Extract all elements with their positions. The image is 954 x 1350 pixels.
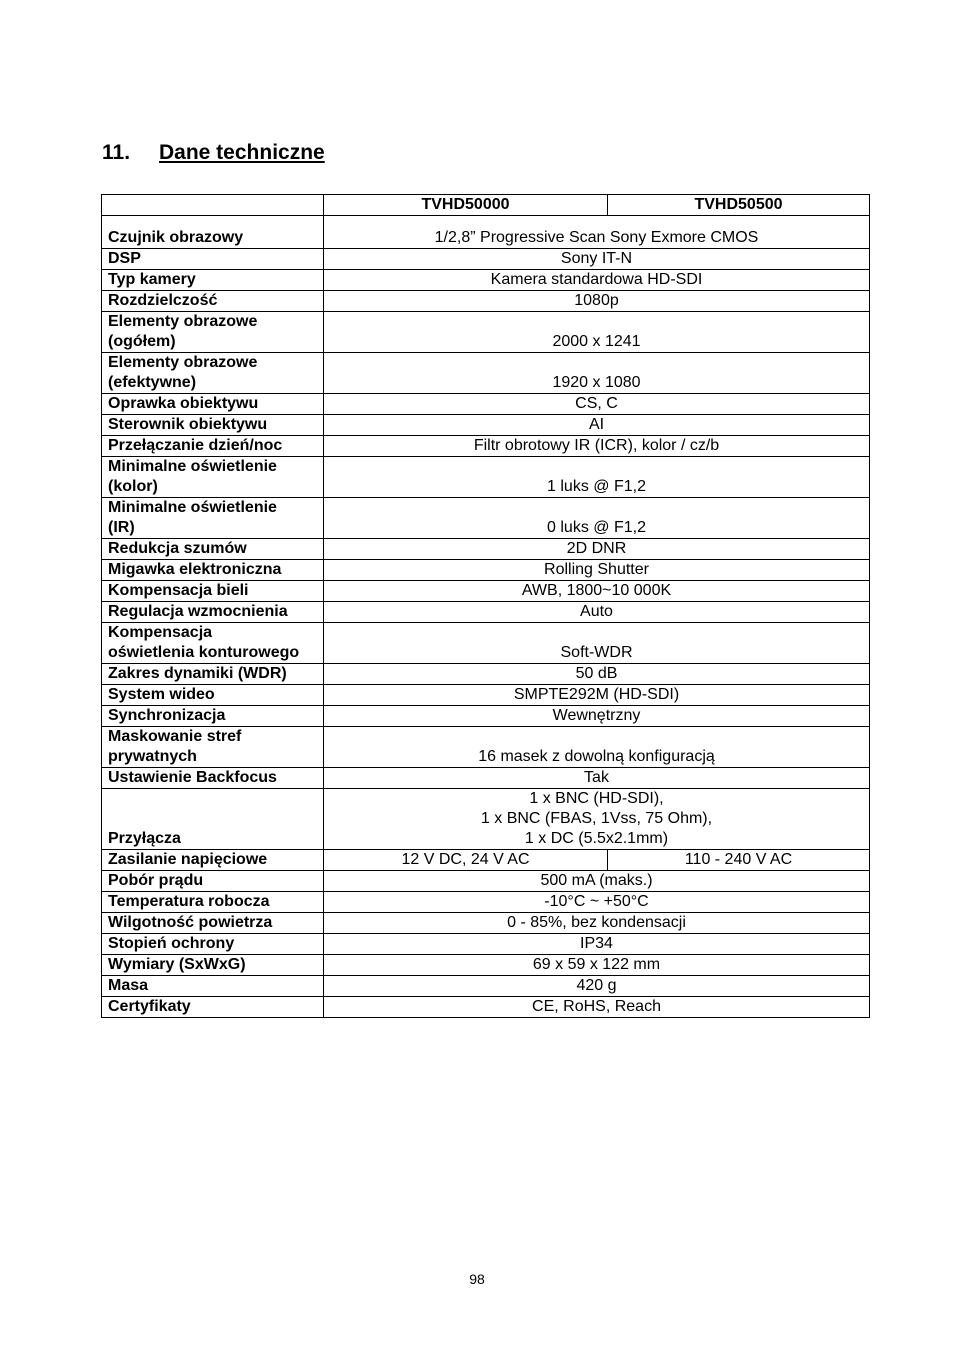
spec-value: Soft-WDR [324,623,870,664]
spec-value: 1/2,8” Progressive Scan Sony Exmore CMOS [324,216,870,249]
spec-value: Sony IT-N [324,249,870,270]
spec-value: 0 - 85%, bez kondensacji [324,913,870,934]
page-number: 98 [469,1271,485,1287]
spec-label: Czujnik obrazowy [102,216,324,249]
spec-label [102,457,324,498]
spec-label: Synchronizacja [102,706,324,727]
table-row [102,892,870,913]
table-row [102,353,870,394]
spec-label: Certyfikaty [102,997,324,1018]
header-model-b: TVHD50500 [608,195,870,216]
table-row [102,394,870,415]
spec-value: 420 g [324,976,870,997]
table-row [102,291,870,312]
spec-label-line: (kolor) [108,478,158,495]
spec-label [102,312,324,353]
spec-value: 2000 x 1241 [324,312,870,353]
spec-label [102,623,324,664]
spec-label: Regulacja wzmocnienia [102,602,324,623]
table-row [102,934,870,955]
spec-label: Sterownik obiektywu [102,415,324,436]
spec-value: Filtr obrotowy IR (ICR), kolor / cz/b [324,436,870,457]
table-row [102,976,870,997]
spec-label-line: Elementy obrazowe [108,313,258,330]
spec-label: Kompensacja bieli [102,581,324,602]
table-row [102,457,870,498]
spec-value-model-b: 110 - 240 V AC [608,850,870,871]
spec-label: Stopień ochrony [102,934,324,955]
table-row [102,216,870,249]
spec-value [324,789,870,850]
table-row [102,581,870,602]
section-heading [102,141,325,165]
spec-label-line: Kompensacja [108,624,213,641]
table-row [102,727,870,768]
table-row [102,560,870,581]
spec-value: 69 x 59 x 122 mm [324,955,870,976]
spec-label-line: Elementy obrazowe [108,354,258,371]
spec-label-line: prywatnych [108,748,197,765]
table-row [102,955,870,976]
spec-value-line: 1 x BNC (FBAS, 1Vss, 75 Ohm), [480,810,713,827]
spec-value-model-a: 12 V DC, 24 V AC [324,850,608,871]
spec-label: Typ kamery [102,270,324,291]
table-row [102,664,870,685]
spec-value: Rolling Shutter [324,560,870,581]
spec-label: Temperatura robocza [102,892,324,913]
spec-value: 50 dB [324,664,870,685]
spec-label-line: Minimalne oświetlenie [108,499,277,516]
spec-value: 2D DNR [324,539,870,560]
spec-value: CE, RoHS, Reach [324,997,870,1018]
spec-label: System wideo [102,685,324,706]
spec-label-line: oświetlenia konturowego [108,644,300,661]
spec-value: 0 luks @ F1,2 [324,498,870,539]
spec-value: 500 mA (maks.) [324,871,870,892]
spec-value-line: 1 x BNC (HD-SDI), [529,790,664,807]
spec-label: Przełączanie dzień/noc [102,436,324,457]
spec-label [102,353,324,394]
spec-value: 1 luks @ F1,2 [324,457,870,498]
table-row [102,706,870,727]
spec-label-line: (ogółem) [108,333,176,350]
header-model-a: TVHD50000 [324,195,608,216]
spec-label: Ustawienie Backfocus [102,768,324,789]
table-row [102,685,870,706]
spec-value: AWB, 1800~10 000K [324,581,870,602]
spec-label-line: (efektywne) [108,374,197,391]
table-row [102,768,870,789]
spec-label: Wilgotność powietrza [102,913,324,934]
spec-value: Auto [324,602,870,623]
spec-value-line: 1 x DC (5.5x2.1mm) [524,830,669,847]
spec-value: Wewnętrzny [324,706,870,727]
table-row [102,249,870,270]
spec-label: Masa [102,976,324,997]
spec-value: -10°C ~ +50°C [324,892,870,913]
spec-value: AI [324,415,870,436]
table-row [102,913,870,934]
table-row [102,602,870,623]
spec-label-line: Maskowanie stref [108,728,242,745]
section-number: 11. [102,141,131,164]
table-row [102,850,870,871]
spec-label [102,727,324,768]
table-row [102,498,870,539]
spec-label: Przyłącza [102,789,324,850]
spec-label: Zakres dynamiki (WDR) [102,664,324,685]
table-row [102,415,870,436]
table-row [102,436,870,457]
table-row [102,623,870,664]
spec-label: Rozdzielczość [102,291,324,312]
spec-label-line: (IR) [108,519,135,536]
spec-label: DSP [102,249,324,270]
spec-label-line: Minimalne oświetlenie [108,458,277,475]
spec-value: Kamera standardowa HD-SDI [324,270,870,291]
table-row [102,997,870,1018]
spec-label: Pobór prądu [102,871,324,892]
spec-value: 16 masek z dowolną konfiguracją [324,727,870,768]
spec-value: CS, C [324,394,870,415]
table-row [102,871,870,892]
table-row [102,539,870,560]
spec-label: Wymiary (SxWxG) [102,955,324,976]
spec-value: IP34 [324,934,870,955]
header-empty-cell [102,195,324,216]
spec-label: Oprawka obiektywu [102,394,324,415]
spec-table-body [102,195,870,1018]
spec-label: Redukcja szumów [102,539,324,560]
spec-label: Zasilanie napięciowe [102,850,324,871]
table-header-row [102,195,870,216]
spec-value: 1080p [324,291,870,312]
section-title: Dane techniczne [159,141,325,164]
spec-label [102,498,324,539]
spec-value: SMPTE292M (HD-SDI) [324,685,870,706]
spec-table [101,194,870,1018]
table-row [102,270,870,291]
spec-value: 1920 x 1080 [324,353,870,394]
spec-label: Migawka elektroniczna [102,560,324,581]
spec-value: Tak [324,768,870,789]
table-row [102,789,870,850]
table-row [102,312,870,353]
